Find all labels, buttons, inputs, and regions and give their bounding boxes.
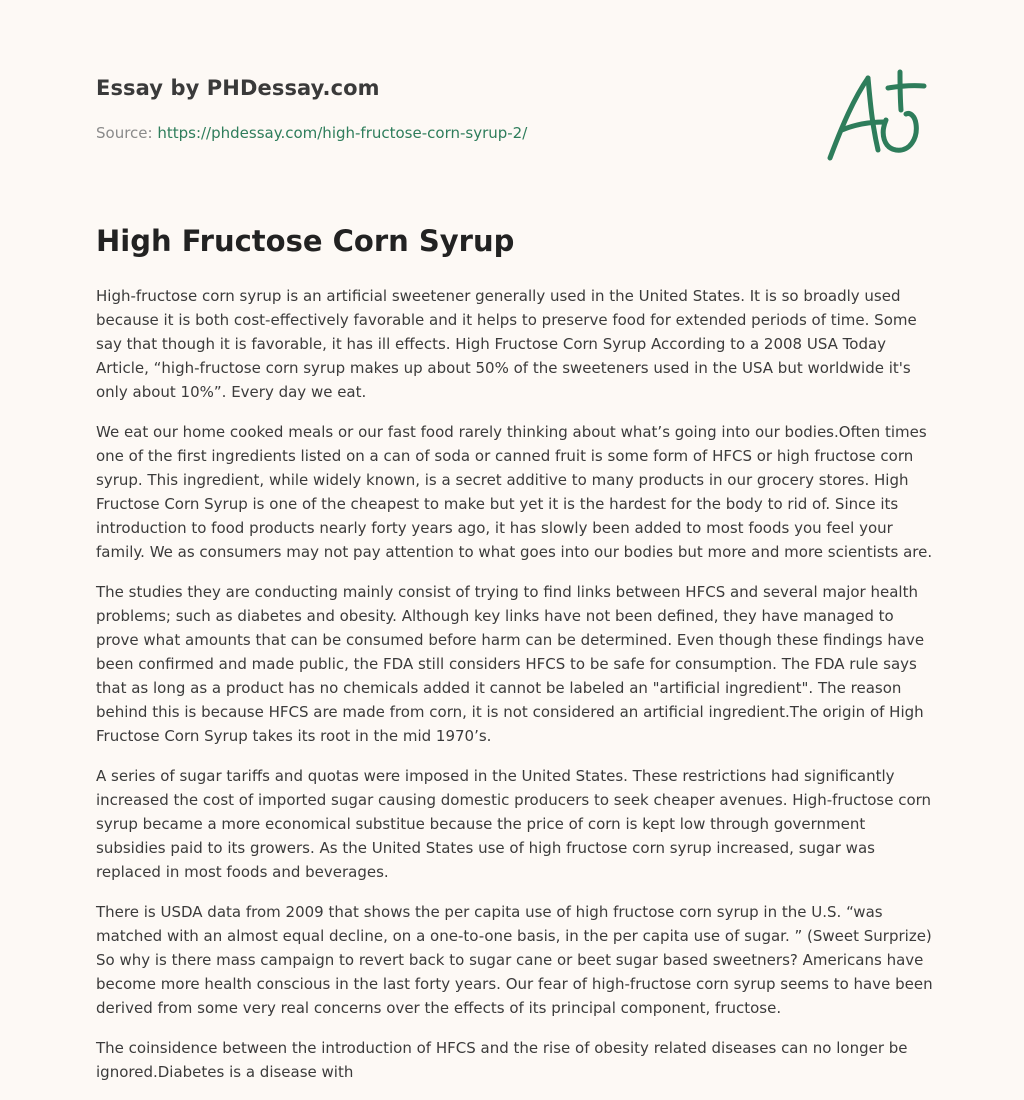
site-title: Essay by PHDessay.com [96, 76, 380, 100]
essay-title: High Fructose Corn Syrup [96, 224, 515, 258]
source-link[interactable]: https://phdessay.com/high-fructose-corn-syrup-2/ [157, 124, 528, 142]
a-plus-logo-icon [820, 66, 930, 166]
essay-paragraph: The coinsidence between the introduction of HFCS and the rise of obesity related diseases can no longer be ignored.Diabetes is a disease with [96, 1039, 908, 1081]
essay-body [96, 284, 938, 1100]
essay-paragraph: There is USDA data from 2009 that shows the per capita use of high fructose corn syrup in the U.S. “was matched with an almost equal decline, on a one-to-one basis, in the per capita use of sugar. ” (Sweet Surprize) So why is there mass campaign to revert back to sugar cane or beet sugar based sweetners? Americans have become more health conscious in the last forty years. Our fear of high-fructose corn syrup seems to have been derived from some very real concerns over the effects of its principal component, fructose. [96, 903, 933, 1017]
essay-paragraph: We eat our home cooked meals or our fast food rarely thinking about what’s going into our bodies.Often times one of the first ingredients listed on a can of soda or canned fruit is some form of HFCS or high fructose corn syrup. This ingredient, while widely known, is a secret additive to many products in our grocery stores. High Fructose Corn Syrup is one of the cheapest to make but yet it is the hardest for the body to rid of. Since its introduction to food products nearly forty years ago, it has slowly been added to most foods you feel your family. We as consumers may not pay attention to what goes into our bodies but more and more scientists are. [96, 423, 933, 561]
essay-paragraph: A series of sugar tariffs and quotas were imposed in the United States. These restrictions had significantly increased the cost of imported sugar causing domestic producers to seek cheaper avenues. High-fructose corn syrup became a more economical substitue because the price of corn is kept low through government subsidies paid to its growers. As the United States use of high fructose corn syrup increased, sugar was replaced in most foods and beverages. [96, 767, 932, 881]
source-label: Source: [96, 124, 158, 142]
essay-paragraph: The studies they are conducting mainly consist of trying to find links between HFCS and several major health problems; such as diabetes and obesity. Although key links have not been defined, they have managed to prove what amounts that can be consumed before harm can be determined. Even though these findings have been confirmed and made public, the FDA still considers HFCS to be safe for consumption. The FDA rule says that as long as a product has no chemicals added it cannot be labeled an "artificial ingredient". The reason behind this is because HFCS are made from corn, it is not considered an artificial ingredient.The origin of High Fructose Corn Syrup takes its root in the mid 1970’s. [96, 583, 925, 745]
source-line [96, 124, 527, 142]
essay-paragraph: High-fructose corn syrup is an artificial sweetener generally used in the United States. It is so broadly used because it is both cost-effectively favorable and it helps to preserve food for extended periods of time. Some say that though it is favorable, it has ill effects. High Fructose Corn Syrup According to a 2008 USA Today Article, “high-fructose corn syrup makes up about 50% of the sweeteners used in the USA but worldwide it's only about 10%”. Every day we eat. [96, 287, 917, 401]
